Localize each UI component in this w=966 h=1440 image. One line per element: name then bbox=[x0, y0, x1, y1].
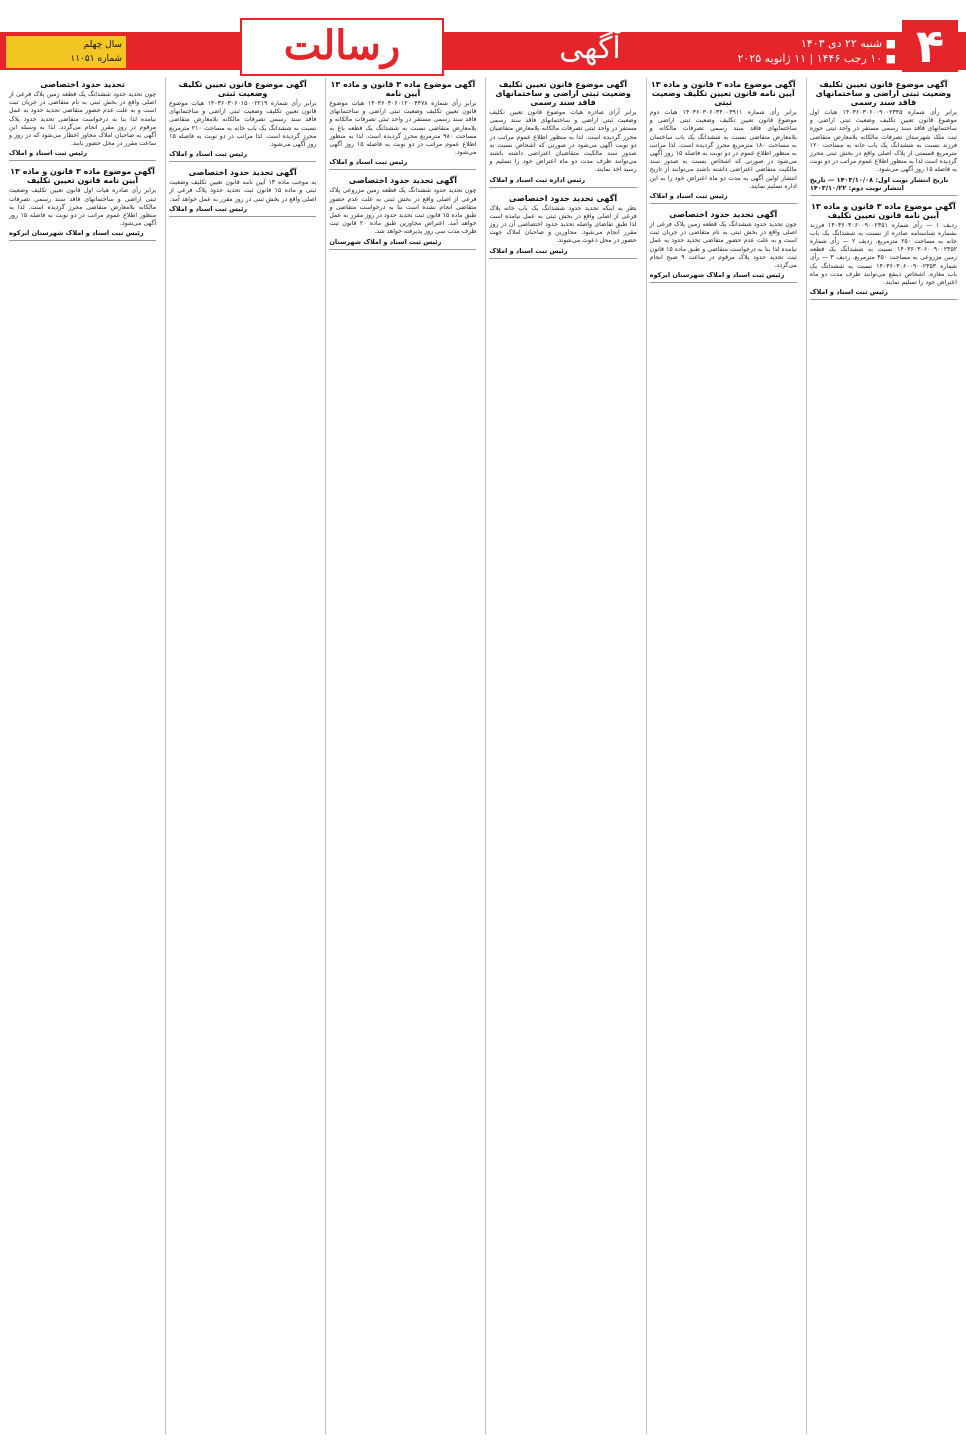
notice-divider bbox=[329, 169, 476, 170]
column-1 bbox=[806, 78, 960, 1434]
notice-title: آگهی موضوع ماده ۳ قانون و ماده ۱۳ آیین نامه قانون تعیین تکلیف bbox=[811, 201, 956, 220]
notice-body: برابر رأی صادره هیات اول قانون تعیین تکلیف وضعیت ثبتی اراضی و ساختمانهای فاقد سند رسمی تصرفات مالکانه بلامعارض متقاضی محرز گردیده است. لذا به منظور اطلاع عموم مراتب در دو نوبت به فاصله ۱۵ روز آگهی می‌شود. bbox=[8, 187, 157, 228]
legal-notice bbox=[650, 210, 797, 283]
notice-title: آگهی موضوع قانون تعیین تکلیف وضعیت ثبتی اراضی و ساختمانهای فاقد سند رسمی bbox=[495, 80, 631, 107]
notice-body: به موجب ماده ۱۳ آیین نامه قانون تعیین تکلیف وضعیت ثبتی و ماده ۱۵ قانون ثبت تحدید حدود پلاک فرعی از اصلی واقع در بخش ثبتی در روز مقرر به عمل خواهد آمد. bbox=[169, 179, 317, 203]
notice-divider bbox=[169, 216, 316, 217]
notice-divider bbox=[810, 195, 957, 196]
newspaper-logo bbox=[240, 18, 444, 76]
notice-title: آگهی موضوع ماده ۳ قانون و ماده ۱۳ آیین نامه قانون تعیین تکلیف bbox=[10, 167, 155, 186]
notice-title: تحدید حدود اختصاصی bbox=[40, 80, 125, 89]
notice-body: ردیف ۱ — رأی شماره ۱۴۰۳۶۰۳۰۶۰۰۹۰۰۲۳۵۱ فرزند بشماره شناسنامه صادره از نسبت به ششدانگ یک باب خانه به مساحت ۲۵۰ مترمربع. ردیف ۲ — رأی شماره ۱۴۰۳۶۰۳۰۶۰۰۹۰۰۲۳۵۲ نسبت به ششدانگ یک قطعه زمین مزروعی به مساحت ۴۵۰ مترمربع. ردیف ۳ — رأی شماره ۱۴۰۳۶۰۳۰۶۰۰۹۰۰۲۳۵۳ نسبت به ششدانگ یک باب مغازه. اشخاص ذینفع می‌توانند ظرف مدت دو ماه اعتراض خود را تسلیم نمایند. bbox=[809, 221, 958, 287]
masthead bbox=[0, 0, 966, 72]
legal-notice bbox=[169, 80, 316, 162]
notice-body: برابر رأی شماره ۱۴۰۳۶۰۳۰۶۰۰۹۰۰۲۳۴۵ هیات اول موضوع قانون تعیین تکلیف وضعیت ثبتی اراضی و ساختمانهای فاقد سند رسمی مستقر در واحد ثبتی حوزه ثبت ملک شهرستان تصرفات مالکانه بلامعارض متقاضی فرزند نسبت به ششدانگ یک باب خانه به مساحت ۱۲۰ مترمربع قسمتی از پلاک اصلی واقع در بخش ثبتی محرز گردیده است لذا به منظور اطلاع عموم مراتب در دو نوبت به فاصله ۱۵ روز آگهی می‌شود. bbox=[809, 109, 957, 174]
notice-body: برابر رأی شماره ۱۴۰۳۶۰۳۰۶۰۱۵۰۰۲۲۱۹ هیات موضوع قانون تعیین تکلیف وضعیت ثبتی اراضی و ساختمانهای فاقد سند رسمی تصرفات مالکانه بلامعارض متقاضی نسبت به ششدانگ یک باب خانه به مساحت ۲۱۰ مترمربع محرز گردیده است. لذا مراتب در دو نوبت به فاصله ۱۵ روز آگهی می‌شود. bbox=[169, 100, 317, 149]
notice-body: نظر به اینکه تحدید حدود ششدانگ یک باب خانه پلاک فرعی از اصلی واقع در بخش ثبتی به عمل نیامده است لذا طبق تقاضای واصله تحدید حدود اختصاصی آن در روز مقرر انجام می‌شود. مجاورین و صاحبان املاک جهت حضور در محل دعوت می‌شوند. bbox=[489, 204, 637, 245]
notice-divider bbox=[329, 249, 476, 250]
notice-title: آگهی موضوع ماده ۳ قانون و ماده ۱۳ آیین نامه قانون تعیین تکلیف وضعیت ثبتی bbox=[650, 80, 796, 107]
legal-notice bbox=[9, 167, 156, 241]
legal-notice bbox=[9, 80, 156, 161]
notice-body: چون تحدید حدود ششدانگ یک قطعه زمین پلاک فرعی از اصلی واقع در بخش ثبتی به نام متقاضی در جریان ثبت است و به علت عدم حضور متقاضی تحدید حدود به عمل نیامده لذا بنا به درخواست متقاضی و طبق ماده ۱۵ قانون ثبت تحدید حدود پلاک مرقوم در ساعت ۹ صبح انجام می‌گردد. bbox=[649, 221, 797, 270]
date-line-persian: ■ شنبه ۲۲ دی ۱۴۰۳ bbox=[800, 37, 896, 50]
date-block bbox=[676, 36, 896, 66]
notice-divider bbox=[9, 160, 156, 161]
notice-signature: رئیس ثبت اسناد و املاک شهرستان ابرکوه bbox=[649, 271, 785, 280]
notice-divider bbox=[650, 203, 797, 204]
legal-notice bbox=[810, 202, 957, 301]
notice-divider bbox=[489, 258, 636, 259]
notice-signature: رئیس ثبت اسناد و املاک bbox=[329, 158, 408, 167]
column-3 bbox=[485, 78, 639, 1434]
legal-notice bbox=[329, 80, 476, 170]
legal-notice bbox=[329, 176, 476, 249]
issue-box bbox=[6, 36, 126, 68]
logo-text: رسالت bbox=[283, 22, 401, 69]
notice-signature: رئیس ثبت اسناد و املاک bbox=[809, 288, 888, 297]
notice-signature: رئیس ثبت اسناد و املاک شهرستان ابرکوه bbox=[8, 229, 144, 238]
notice-signature: رئیس ثبت اسناد و املاک bbox=[169, 150, 248, 159]
date-line-hijri-gregorian: ■ ۱۰ رجب ۱۴۴۶ | ۱۱ ژانویه ۲۰۲۵ bbox=[737, 52, 896, 65]
notice-signature: رئیس اداره ثبت اسناد و املاک bbox=[489, 175, 586, 184]
legal-notice bbox=[810, 80, 957, 196]
notice-signature: رئیس ثبت اسناد و املاک bbox=[169, 204, 248, 213]
notice-divider bbox=[650, 282, 797, 283]
notice-title: آگهی موضوع قانون تعیین تکلیف وضعیت ثبتی bbox=[178, 80, 307, 98]
column-2 bbox=[646, 78, 800, 1434]
notice-title: آگهی موضوع قانون تعیین تکلیف وضعیت ثبتی اراضی و ساختمانهای فاقد سند رسمی bbox=[815, 80, 952, 107]
column-4 bbox=[325, 78, 479, 1434]
notice-divider bbox=[810, 299, 957, 300]
notice-signature: رئیس ثبت اسناد و املاک bbox=[649, 192, 728, 201]
notice-signature: تاریخ انتشار نوبت اول: ۱۴۰۳/۱۰/۰۸ — تاریخ انتشار نوبت دوم: ۱۴۰۳/۱۰/۲۲ bbox=[809, 175, 949, 192]
notice-body: برابر رأی شماره ۱۴۰۳۶۰۳۰۶۰۱۲۰۰۴۴۷۸ هیات موضوع قانون تعیین تکلیف وضعیت ثبتی اراضی و ساختمانهای فاقد سند رسمی مستقر در واحد ثبتی تصرفات مالکانه و بلامعارض متقاضی نسبت به ششدانگ یک قطعه باغ به مساحت ۹۸۰ مترمربع محرز گردیده است. لذا به منظور اطلاع عموم مراتب در دو نوبت به فاصله ۱۵ روز آگهی می‌شود. bbox=[329, 100, 477, 157]
notices-columns bbox=[6, 78, 960, 1434]
column-5 bbox=[165, 78, 319, 1434]
column-6 bbox=[6, 78, 159, 1434]
notice-title: آگهی تحدید حدود اختصاصی bbox=[188, 168, 297, 178]
notice-divider bbox=[489, 187, 636, 188]
section-title: آگهی bbox=[559, 31, 621, 66]
notice-body: چون تحدید حدود ششدانگ یک قطعه زمین پلاک فرعی از اصلی واقع در بخش ثبتی به نام متقاضی در جریان ثبت است و به علت عدم حضور متقاضی تحدید حدود به عمل نیامده لذا بنا به درخواست متقاضی تحدید حدود پلاک مرقوم در روز مقرر انجام می‌گردد. لذا به وسیله این آگهی به صاحبان املاک مجاور اخطار می‌شود که در روز و ساعت مقرر در محل حضور یابند. bbox=[8, 91, 157, 148]
legal-notice bbox=[650, 80, 797, 204]
notice-title: آگهی تحدید حدود اختصاصی bbox=[509, 193, 618, 203]
legal-notice bbox=[169, 168, 316, 217]
page-number: ۴ bbox=[902, 20, 958, 72]
notice-body: چون تحدید حدود ششدانگ یک قطعه زمین مزروعی پلاک فرعی از اصلی واقع در بخش ثبتی به علت عدم حضور متقاضی انجام نشده است بنا به درخواست متقاضی و طبق ماده ۱۵ قانون ثبت تحدید حدود در روز مقرر به عمل خواهد آمد. اعتراض مجاورین طبق ماده ۲۰ قانون ثبت ظرف مدت سی روز پذیرفته خواهد شد. bbox=[329, 187, 477, 236]
legal-notice bbox=[489, 80, 636, 188]
notice-title: آگهی تحدید حدود اختصاصی bbox=[669, 210, 778, 220]
issue-label: شماره ۱۱۰۵۱ bbox=[70, 54, 122, 64]
notice-body: برابر آرای صادره هیات موضوع قانون تعیین تکلیف وضعیت ثبتی اراضی و ساختمانهای فاقد سند رسمی مستقر در واحد ثبتی تصرفات مالکانه بلامعارض متقاضیان محرز گردیده است. لذا به منظور اطلاع عموم مراتب در دو نوبت آگهی می‌شود در صورتی که اشخاص نسبت به صدور سند مالکیت متقاضیان اعتراضی داشته باشند می‌توانند ظرف مدت دو ماه اعتراض خود را تسلیم و رسید اخذ نمایند. bbox=[489, 109, 637, 174]
notice-title: آگهی موضوع ماده ۳ قانون و ماده ۱۳ آیین نامه bbox=[330, 80, 476, 98]
notice-signature: رئیس ثبت اسناد و املاک شهرستان bbox=[329, 237, 442, 246]
legal-notice bbox=[489, 194, 636, 259]
notice-body: برابر رأی شماره ۱۴۰۳۶۰۳۰۶۰۳۴۰۰۳۹۱۱ هیات دوم موضوع قانون تعیین تکلیف وضعیت ثبتی اراضی و ساختمانهای فاقد سند رسمی تصرفات مالکانه و بلامعارض متقاضی نسبت به ششدانگ یک باب ساختمان به مساحت ۱۸۰ مترمربع محرز گردیده است. لذا مراتب به منظور اطلاع عموم در دو نوبت به فاصله ۱۵ روز آگهی می‌شود در صورتی که اشخاص نسبت به صدور سند مالکیت متقاضی اعتراضی داشته باشند می‌توانند از تاریخ انتشار اولین آگهی به مدت دو ماه اعتراض خود را به این اداره تسلیم نمایند. bbox=[649, 109, 797, 190]
notice-signature: رئیس ثبت اسناد و املاک bbox=[8, 149, 87, 158]
year-label: سال چهلم bbox=[83, 40, 122, 50]
notice-divider bbox=[169, 161, 316, 162]
notice-divider bbox=[9, 240, 156, 241]
notice-title: آگهی تحدید حدود اختصاصی bbox=[348, 176, 457, 186]
notice-signature: رئیس ثبت اسناد و املاک bbox=[489, 246, 568, 255]
